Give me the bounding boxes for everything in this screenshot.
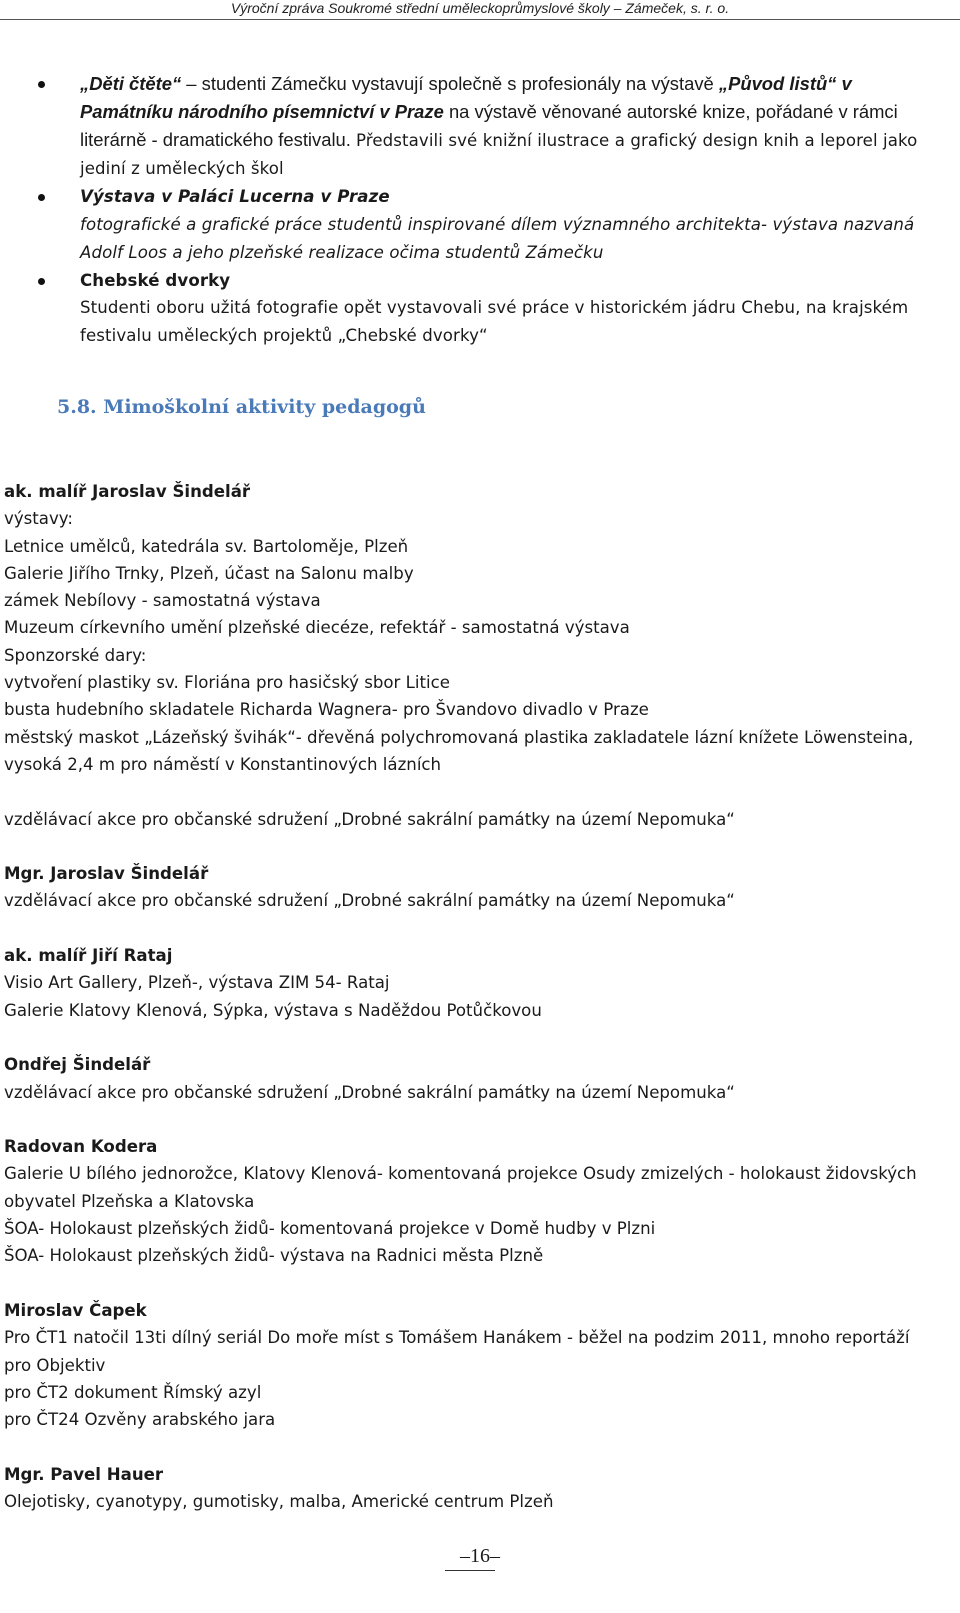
activity-line: vzdělávací akce pro občanské sdružení „Drobné sakrální památky na území Nepomuka“ [4, 891, 735, 911]
activity-line: Sponzorské dary: [4, 645, 147, 665]
activity-line: busta hudebního skladatele Richarda Wagnera- pro Švandovo divadlo v Praze [4, 700, 649, 720]
activity-line: pro ČT2 dokument Římský azyl [4, 1382, 262, 1402]
teacher-activities [4, 478, 934, 1515]
activity-line: městský maskot „Lázeňský švihák“- dřevěná polychromovaná plastika zakladatele lázní knížete Löwensteina, vysoká 2,4 m pro náměstí v Konstantinových lázních [4, 727, 914, 774]
activity-line: Pro ČT1 natočil 13ti dílný seriál Do moře míst s Tomášem Hanákem - běžel na podzim 2011, mnoho reportáží pro Objektiv [4, 1328, 910, 1375]
activity-line: Muzeum církevního umění plzeňské diecéze, refektář - samostatná výstava [4, 618, 630, 638]
person-name: Radovan Kodera [4, 1137, 158, 1157]
item-text: Představili své knižní ilustrace a grafický design knih a leporel jako jediní z uměleckých škol [80, 130, 918, 179]
activity-line: Galerie Klatovy Klenová, Sýpka, výstava s Naděždou Potůčkovou [4, 1000, 542, 1020]
activity-line: Galerie Jiřího Trnky, Plzeň, účast na Salonu malby [4, 563, 414, 583]
activity-line: výstavy: [4, 509, 73, 529]
activity-line: vzdělávací akce pro občanské sdružení „Drobné sakrální památky na území Nepomuka“ [4, 809, 735, 829]
activity-line: Letnice umělců, katedrála sv. Bartoloměje, Plzeň [4, 536, 409, 556]
page-number-value: 16 [470, 1545, 490, 1567]
bullet-icon [38, 278, 45, 285]
item-title: Výstava v Paláci Lucerna v Praze [80, 187, 390, 207]
person-name: Mgr. Pavel Hauer [4, 1464, 164, 1484]
item-text: Studenti oboru užitá fotografie opět vystavovali své práce v historickém jádru Chebu, na krajském festivalu uměleckých projektů „Chebské dvorky“ [80, 298, 909, 346]
activity-line: Olejotisky, cyanotypy, gumotisky, malba, Americké centrum Plzeň [4, 1491, 554, 1511]
page-number: –16– [460, 1545, 500, 1567]
activity-line: Visio Art Gallery, Plzeň-, výstava ZIM 54- Rataj [4, 973, 390, 993]
item-text: na výstavě věnované autorské knize, pořádané v rámci literárně - dramatického festivalu. [80, 100, 898, 150]
item-title: „Děti čtěte“ [80, 73, 182, 94]
header-title: Výroční zpráva Soukromé střední uměleckoprůmyslové školy – Zámeček, s. r. o. [230, 0, 730, 16]
activity-line: ŠOA- Holokaust plzeňských židů- výstava na Radnici města Plzně [4, 1246, 544, 1266]
running-header [0, 0, 960, 20]
list-item [0, 183, 960, 266]
activity-line: pro ČT24 Ozvěny arabského jara [4, 1410, 276, 1430]
person-name: ak. malíř Jiří Rataj [4, 946, 173, 966]
person-name: Mgr. Jaroslav Šindelář [4, 864, 209, 884]
list-item [0, 70, 960, 183]
item-highlight: „Původ listů“ v Památníku národního písemnictví v Praze [80, 73, 852, 122]
bullet-icon [38, 194, 45, 201]
exhibition-list [0, 70, 960, 350]
item-text: – studenti Zámečku vystavují společně s profesionály na výstavě [181, 73, 719, 94]
section-heading: 5.8. Mimoškolní aktivity pedagogů [57, 396, 426, 418]
person-name: Ondřej Šindelář [4, 1055, 151, 1075]
person-name: ak. malíř Jaroslav Šindelář [4, 482, 251, 501]
person-name: Miroslav Čapek [4, 1300, 147, 1320]
activity-line: Galerie U bílého jednorožce, Klatovy Klenová- komentovaná projekce Osudy zmizelých - holokaust židovských obyvatel Plzeňska a Klatovska [4, 1164, 917, 1211]
bullet-icon [38, 81, 45, 88]
activity-line: ŠOA- Holokaust plzeňských židů- komentovaná projekce v Domě hudby v Plzni [4, 1219, 656, 1239]
activity-line: vzdělávací akce pro občanské sdružení „Drobné sakrální památky na území Nepomuka“ [4, 1082, 735, 1102]
page-number-rule [445, 1570, 495, 1571]
item-text: fotografické a grafické práce studentů inspirované dílem významného architekta- výstava nazvaná Adolf Loos a jeho plzeňské realizace očima studentů Zámečku [80, 214, 915, 262]
activity-line: vytvoření plastiky sv. Floriána pro hasičský sbor Litice [4, 673, 450, 693]
activity-line: zámek Nebílovy - samostatná výstava [4, 591, 321, 611]
list-item [0, 267, 960, 350]
item-title: Chebské dvorky [80, 270, 231, 290]
